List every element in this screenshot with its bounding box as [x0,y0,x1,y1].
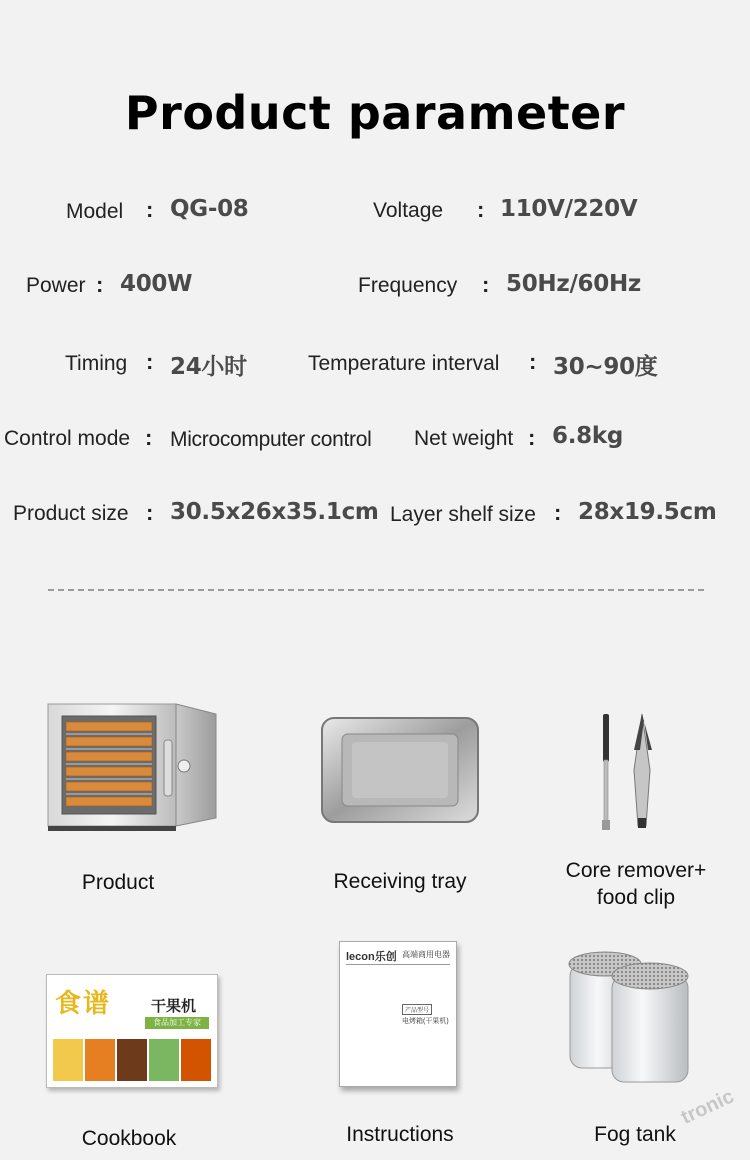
manual-brand-cn: 高端商用电器 [402,950,450,959]
weight-colon: : [528,425,536,450]
power-value: 400W [120,271,193,297]
voltage-colon: : [477,197,485,222]
timing-colon: : [146,349,154,374]
page-title: Product parameter [124,86,626,140]
fog-tank-image [564,946,694,1086]
manual-rule [346,964,450,965]
shelf-label: Layer shelf size [390,503,536,526]
control-value: Microcomputer control [170,428,372,451]
voltage-value: 110V/220V [500,196,638,222]
caption-fog-tank: Fog tank [594,1123,676,1146]
core-remover-image [594,710,664,836]
frequency-value: 50Hz/60Hz [506,271,641,297]
power-label: Power [26,274,86,297]
model-value: QG-08 [170,196,249,222]
caption-core-line2: food clip [596,886,676,909]
dehydrator-image [44,700,220,834]
frequency-label: Frequency [358,274,458,297]
cookbook-subtitle: 食品加工专家 [145,1017,209,1029]
dashed-divider [48,589,704,591]
timing-value: 24小时 [170,354,247,380]
voltage-label: Voltage [373,199,444,222]
temperature-label: Temperature interval [308,352,500,375]
manual-brand: lecon乐创 [346,951,397,963]
temperature-colon: : [529,349,537,374]
tray-image [320,714,480,826]
shelf-value: 28x19.5cm [578,499,717,525]
cookbook-photos [53,1039,211,1081]
cookbook-title: 食谱 [55,989,112,1019]
caption-cookbook: Cookbook [81,1127,177,1150]
caption-tray: Receiving tray [333,870,467,893]
cookbook-image [46,974,218,1088]
watermark: tronic [677,1085,738,1129]
caption-core-remover [546,857,726,911]
manual-image [339,941,457,1087]
temperature-value: 30~90度 [553,354,658,380]
manual-name: 电烤箱(干果机) [402,1018,449,1025]
size-label: Product size [13,502,129,525]
timing-label: Timing [65,352,128,375]
model-label: Model [66,200,124,223]
caption-product: Product [81,871,155,894]
weight-value: 6.8kg [552,423,624,449]
control-label: Control mode [4,427,131,450]
model-colon: : [146,197,154,222]
size-colon: : [146,500,154,525]
size-value: 30.5x26x35.1cm [170,499,379,525]
weight-label: Net weight [414,427,514,450]
frequency-colon: : [482,272,490,297]
caption-instructions: Instructions [346,1123,454,1146]
shelf-colon: : [554,500,562,525]
cookbook-brand: 干果机 [151,998,197,1015]
power-colon: : [96,272,104,297]
control-colon: : [145,425,153,450]
caption-core-line1: Core remover+ [565,859,707,882]
manual-tag: 产品型号 [402,1004,432,1015]
